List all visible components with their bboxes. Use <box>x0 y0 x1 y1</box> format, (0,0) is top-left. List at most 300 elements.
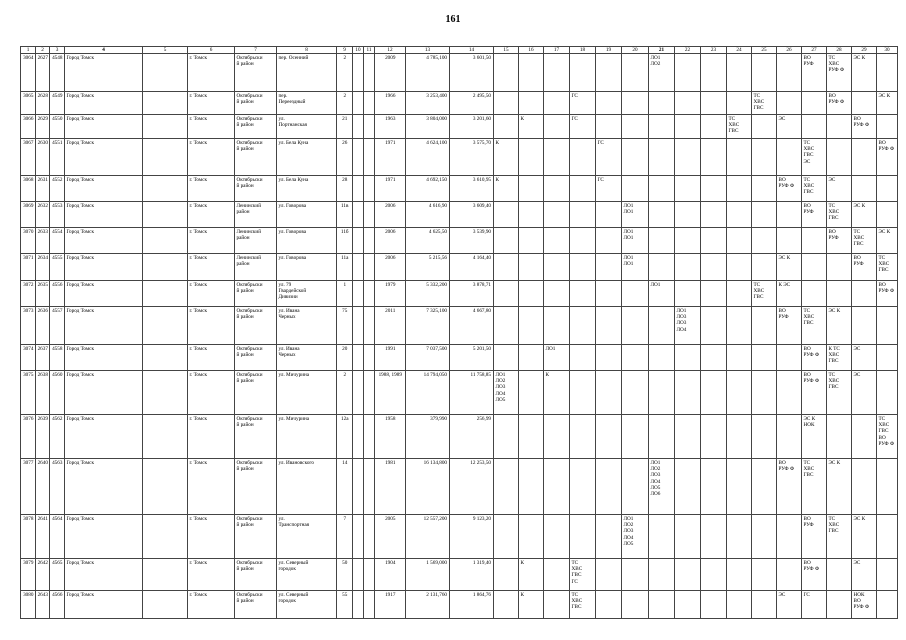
table-cell <box>494 515 519 559</box>
table-cell <box>701 228 727 254</box>
table-cell: 3067 <box>21 139 36 176</box>
table-cell: ул. Ивановского <box>277 459 337 515</box>
table-cell: ТС ХВС ГВС ГС <box>570 559 596 591</box>
table-cell <box>364 176 375 202</box>
table-cell: 3079 <box>21 559 36 591</box>
table-cell: 5 201,50 <box>450 345 494 371</box>
table-cell <box>596 345 622 371</box>
table-cell <box>364 254 375 281</box>
table-cell <box>364 281 375 307</box>
table-cell: 2643 <box>36 591 50 619</box>
table-cell: 14 <box>337 459 353 515</box>
table-cell: Октябрьски й район <box>235 92 277 115</box>
table-cell: ТС ХВС ГВС <box>752 281 777 307</box>
table-cell <box>364 307 375 345</box>
table-row <box>21 202 898 228</box>
table-cell: ВО РУФ Ф <box>802 559 827 591</box>
table-cell <box>675 345 701 371</box>
table-cell: 2 495,50 <box>450 92 494 115</box>
table-cell: ул. Говорова <box>277 228 337 254</box>
table-cell: ТС ХВС ГВС <box>827 371 852 415</box>
table-cell <box>877 459 898 515</box>
table-cell: Ленинский район <box>235 254 277 281</box>
table-cell: 2 <box>337 92 353 115</box>
table-cell: г. Томск <box>188 559 235 591</box>
table-cell: ТС ХВС ГВС <box>727 115 752 139</box>
table-cell: ВО РУФ Ф <box>777 176 802 202</box>
table-cell <box>675 415 701 459</box>
table-cell: 4 625,50 <box>406 228 450 254</box>
table-cell <box>494 54 519 92</box>
table-cell <box>364 415 375 459</box>
table-cell: 5 332,200 <box>406 281 450 307</box>
table-cell: ул. 79 Гвардейской Дивизии <box>277 281 337 307</box>
table-cell <box>570 307 596 345</box>
table-cell <box>752 139 777 176</box>
table-cell <box>596 228 622 254</box>
table-cell <box>544 559 570 591</box>
table-cell <box>649 228 675 254</box>
table-cell: 4565 <box>50 559 65 591</box>
table-cell <box>777 345 802 371</box>
table-cell <box>143 371 188 415</box>
table-cell: г. Томск <box>188 139 235 176</box>
table-cell <box>494 415 519 459</box>
table-cell <box>649 115 675 139</box>
table-cell: г. Томск <box>188 115 235 139</box>
table-cell <box>494 202 519 228</box>
table-cell <box>519 92 544 115</box>
table-cell: 1904 <box>375 559 406 591</box>
table-cell: ЛО1 ЛО2 ЛО3 ЛО4 ЛО5 <box>622 515 649 559</box>
table-cell: ЛО1 ЛО2 <box>649 54 675 92</box>
table-cell: 1 569,000 <box>406 559 450 591</box>
table-cell <box>353 202 364 228</box>
column-number-header: 15 <box>494 47 519 54</box>
table-cell <box>727 92 752 115</box>
table-cell: 3071 <box>21 254 36 281</box>
table-cell: ВО РУФ Ф <box>802 371 827 415</box>
table-cell <box>596 591 622 619</box>
table-cell: 2639 <box>36 415 50 459</box>
table-cell: 2640 <box>36 459 50 515</box>
table-cell <box>143 54 188 92</box>
table-cell <box>802 281 827 307</box>
table-cell <box>877 371 898 415</box>
table-cell: ул. Мичурина <box>277 371 337 415</box>
table-cell: 1917 <box>375 591 406 619</box>
table-cell: г. Томск <box>188 591 235 619</box>
table-cell <box>752 228 777 254</box>
table-cell: ЛО1 ЛО1 <box>622 228 649 254</box>
table-cell: 4554 <box>50 228 65 254</box>
table-cell: 11 758,85 <box>450 371 494 415</box>
column-number-header: 22 <box>675 47 701 54</box>
column-number-header: 17 <box>544 47 570 54</box>
column-number-header: 9 <box>337 47 353 54</box>
table-cell <box>519 228 544 254</box>
table-cell <box>544 591 570 619</box>
table-cell <box>364 591 375 619</box>
table-cell <box>649 591 675 619</box>
table-cell <box>519 415 544 459</box>
table-cell: 2630 <box>36 139 50 176</box>
table-cell: 3 253,400 <box>406 92 450 115</box>
table-cell <box>675 139 701 176</box>
table-cell <box>675 115 701 139</box>
table-cell <box>353 228 364 254</box>
table-cell <box>877 54 898 92</box>
table-cell <box>353 281 364 307</box>
table-cell <box>675 459 701 515</box>
table-cell: г. Томск <box>188 281 235 307</box>
table-cell: 3068 <box>21 176 36 202</box>
table-cell <box>622 591 649 619</box>
table-cell: 11а <box>337 254 353 281</box>
column-number-header: 19 <box>596 47 622 54</box>
table-cell <box>802 228 827 254</box>
table-cell <box>544 139 570 176</box>
table-cell: г. Томск <box>188 415 235 459</box>
table-cell <box>364 371 375 415</box>
table-cell: 3069 <box>21 202 36 228</box>
table-cell: 1 864,76 <box>450 591 494 619</box>
table-cell <box>544 54 570 92</box>
table-cell: 3 610,95 <box>450 176 494 202</box>
table-cell: ул. Бела Куна <box>277 139 337 176</box>
table-cell: ЭС К <box>852 54 877 92</box>
table-cell: ЭС К <box>852 202 877 228</box>
table-cell: 3 804,000 <box>406 115 450 139</box>
table-cell: Октябрьски й район <box>235 415 277 459</box>
table-cell: ЭС К <box>852 515 877 559</box>
table-cell <box>519 371 544 415</box>
table-cell: пер. Осенний <box>277 54 337 92</box>
table-cell: 4552 <box>50 176 65 202</box>
table-cell <box>752 307 777 345</box>
table-cell <box>544 115 570 139</box>
table-cell: К <box>494 139 519 176</box>
table-cell: 2636 <box>36 307 50 345</box>
table-cell: Город Томск <box>65 228 143 254</box>
table-cell: 50 <box>337 559 353 591</box>
table-cell <box>701 92 727 115</box>
table-cell <box>596 307 622 345</box>
table-cell <box>777 415 802 459</box>
table-cell <box>544 176 570 202</box>
table-cell <box>852 307 877 345</box>
table-cell <box>570 202 596 228</box>
column-number-header: 29 <box>852 47 877 54</box>
table-cell <box>649 202 675 228</box>
table-cell <box>701 115 727 139</box>
table-cell: 11в <box>337 202 353 228</box>
table-cell <box>752 202 777 228</box>
table-cell: 20 <box>337 345 353 371</box>
table-cell <box>852 176 877 202</box>
column-number-header: 20 <box>622 47 649 54</box>
table-cell <box>752 515 777 559</box>
table-cell <box>649 345 675 371</box>
table-cell <box>752 54 777 92</box>
table-cell <box>519 176 544 202</box>
table-cell <box>727 176 752 202</box>
table-cell <box>727 228 752 254</box>
table-cell: г. Томск <box>188 254 235 281</box>
table-cell: 3 878,71 <box>450 281 494 307</box>
table-cell: 4557 <box>50 307 65 345</box>
table-cell <box>622 92 649 115</box>
table-cell <box>364 345 375 371</box>
table-cell <box>802 92 827 115</box>
table-cell <box>596 202 622 228</box>
table-cell: 21 <box>337 115 353 139</box>
table-cell <box>596 515 622 559</box>
table-cell: 1958 <box>375 415 406 459</box>
table-cell: 2 <box>337 54 353 92</box>
table-cell <box>877 515 898 559</box>
table-cell: 3073 <box>21 307 36 345</box>
table-cell: 4556 <box>50 281 65 307</box>
table-cell: 2642 <box>36 559 50 591</box>
table-cell <box>649 415 675 459</box>
table-cell <box>802 254 827 281</box>
table-cell: ЭС К НОК <box>802 415 827 459</box>
table-row <box>21 176 898 202</box>
table-cell: 3 575,70 <box>450 139 494 176</box>
table-cell: 1979 <box>375 281 406 307</box>
table-cell: Октябрьски й район <box>235 115 277 139</box>
table-cell: 2632 <box>36 202 50 228</box>
table-cell <box>675 281 701 307</box>
table-cell: ЭС <box>777 591 802 619</box>
table-cell: 3 201,60 <box>450 115 494 139</box>
table-cell <box>353 371 364 415</box>
housing-registry-table <box>20 46 898 619</box>
table-cell <box>143 345 188 371</box>
table-cell: 26 <box>337 139 353 176</box>
column-number-header: 12 <box>375 47 406 54</box>
table-cell <box>570 54 596 92</box>
table-cell <box>727 371 752 415</box>
column-number-header: 16 <box>519 47 544 54</box>
table-cell <box>649 515 675 559</box>
table-cell <box>777 515 802 559</box>
table-cell: ЛО1 ЛО2 ЛО3 ЛО4 ЛО5 <box>494 371 519 415</box>
table-cell: К <box>544 371 570 415</box>
table-cell: Октябрьски й район <box>235 459 277 515</box>
table-cell: г. Томск <box>188 459 235 515</box>
table-cell <box>777 559 802 591</box>
table-cell <box>675 591 701 619</box>
table-cell: Город Томск <box>65 559 143 591</box>
table-cell: 3 539,90 <box>450 228 494 254</box>
table-cell: ул. Бела Куна <box>277 176 337 202</box>
table-cell: 2628 <box>36 92 50 115</box>
table-cell <box>519 307 544 345</box>
table-cell: 4562 <box>50 415 65 459</box>
table-cell <box>596 415 622 459</box>
table-cell: 4563 <box>50 459 65 515</box>
table-cell <box>877 202 898 228</box>
table-cell: 55 <box>337 591 353 619</box>
table-cell <box>364 92 375 115</box>
table-cell <box>570 345 596 371</box>
table-cell: К <box>494 176 519 202</box>
table-cell <box>622 54 649 92</box>
table-cell: 4558 <box>50 345 65 371</box>
table-cell: ул. Говорова <box>277 254 337 281</box>
table-cell <box>701 415 727 459</box>
table-cell <box>570 139 596 176</box>
table-cell <box>353 307 364 345</box>
table-cell: 4551 <box>50 139 65 176</box>
table-cell: 1 <box>337 281 353 307</box>
table-cell <box>494 345 519 371</box>
table-cell <box>353 115 364 139</box>
column-number-header: 26 <box>777 47 802 54</box>
table-cell: г. Томск <box>188 515 235 559</box>
table-cell: ЛО1 ЛО1 <box>622 254 649 281</box>
table-cell: 2635 <box>36 281 50 307</box>
table-cell: ул. Ивана Черных <box>277 307 337 345</box>
table-cell <box>622 559 649 591</box>
table-cell: ТС ХВС ГВС <box>802 307 827 345</box>
table-cell <box>353 345 364 371</box>
table-cell: ул. Говорова <box>277 202 337 228</box>
table-cell <box>649 371 675 415</box>
table-cell: 7 <box>337 515 353 559</box>
table-cell <box>544 228 570 254</box>
table-cell: г. Томск <box>188 176 235 202</box>
table-cell: ЭС <box>852 559 877 591</box>
table-row <box>21 371 898 415</box>
table-cell <box>701 254 727 281</box>
table-cell: 12 557,200 <box>406 515 450 559</box>
table-cell <box>752 415 777 459</box>
table-cell: К <box>519 115 544 139</box>
table-cell <box>519 202 544 228</box>
table-cell: ВО РУФ <box>827 228 852 254</box>
table-cell <box>143 202 188 228</box>
table-row <box>21 459 898 515</box>
table-cell <box>701 459 727 515</box>
table-cell <box>701 54 727 92</box>
table-cell: 4549 <box>50 92 65 115</box>
table-cell: ВО РУФ Ф <box>777 459 802 515</box>
table-cell <box>622 115 649 139</box>
table-cell: 2627 <box>36 54 50 92</box>
table-cell <box>622 459 649 515</box>
table-cell: 3076 <box>21 415 36 459</box>
table-cell <box>827 115 852 139</box>
table-cell: 3065 <box>21 92 36 115</box>
table-cell: ул. Портнанская <box>277 115 337 139</box>
table-cell <box>877 559 898 591</box>
table-cell <box>519 515 544 559</box>
table-cell <box>701 371 727 415</box>
table-cell <box>570 176 596 202</box>
table-cell <box>752 591 777 619</box>
table-cell <box>353 459 364 515</box>
table-cell <box>877 591 898 619</box>
column-number-header: 25 <box>752 47 777 54</box>
table-cell <box>701 591 727 619</box>
table-cell <box>364 202 375 228</box>
table-cell <box>622 345 649 371</box>
table-cell <box>364 115 375 139</box>
table-cell: г. Томск <box>188 202 235 228</box>
table-cell <box>353 139 364 176</box>
table-cell: ГС <box>596 139 622 176</box>
table-cell: 3070 <box>21 228 36 254</box>
table-cell: 2629 <box>36 115 50 139</box>
column-number-header: 30 <box>877 47 898 54</box>
table-cell: ЭС К <box>827 459 852 515</box>
table-cell: Город Томск <box>65 591 143 619</box>
table-cell <box>494 228 519 254</box>
table-cell <box>701 307 727 345</box>
table-cell: ЭС К <box>827 307 852 345</box>
table-cell: 7 325,100 <box>406 307 450 345</box>
table-cell: 4555 <box>50 254 65 281</box>
table-cell: 4 616,90 <box>406 202 450 228</box>
table-cell: ЭС <box>852 371 877 415</box>
table-cell <box>544 307 570 345</box>
table-cell: г. Томск <box>188 345 235 371</box>
table-cell <box>622 139 649 176</box>
table-cell: 2006 <box>375 254 406 281</box>
table-cell <box>622 371 649 415</box>
table-cell: ВО РУФ <box>777 307 802 345</box>
table-cell: 12а <box>337 415 353 459</box>
table-cell: 2005 <box>375 515 406 559</box>
table-cell: ЭС <box>852 345 877 371</box>
table-cell: НОК ВО РУФ Ф <box>852 591 877 619</box>
table-cell <box>752 254 777 281</box>
column-number-header: 23 <box>701 47 727 54</box>
table-cell <box>544 202 570 228</box>
table-cell <box>752 559 777 591</box>
table-cell: Ленинский район <box>235 202 277 228</box>
table-cell: ул. Ивана Черных <box>277 345 337 371</box>
table-cell <box>596 54 622 92</box>
table-cell <box>353 559 364 591</box>
table-cell: 3080 <box>21 591 36 619</box>
table-cell: 3074 <box>21 345 36 371</box>
table-cell <box>727 281 752 307</box>
table-cell: Город Томск <box>65 139 143 176</box>
table-cell <box>827 281 852 307</box>
table-cell: Октябрьски й район <box>235 559 277 591</box>
table-cell <box>570 415 596 459</box>
table-cell <box>143 559 188 591</box>
table-row <box>21 307 898 345</box>
table-cell: 1988, 1989 <box>375 371 406 415</box>
table-cell <box>544 415 570 459</box>
table-cell: Город Томск <box>65 459 143 515</box>
column-number-header: 11 <box>364 47 375 54</box>
table-cell: ТС ХВС ГВС <box>570 591 596 619</box>
table-cell <box>143 415 188 459</box>
table-cell: 3078 <box>21 515 36 559</box>
table-cell <box>494 281 519 307</box>
table-cell: ВО РУФ <box>852 254 877 281</box>
table-cell <box>852 92 877 115</box>
table-cell <box>701 559 727 591</box>
table-cell <box>649 139 675 176</box>
table-cell: Октябрьски й район <box>235 591 277 619</box>
